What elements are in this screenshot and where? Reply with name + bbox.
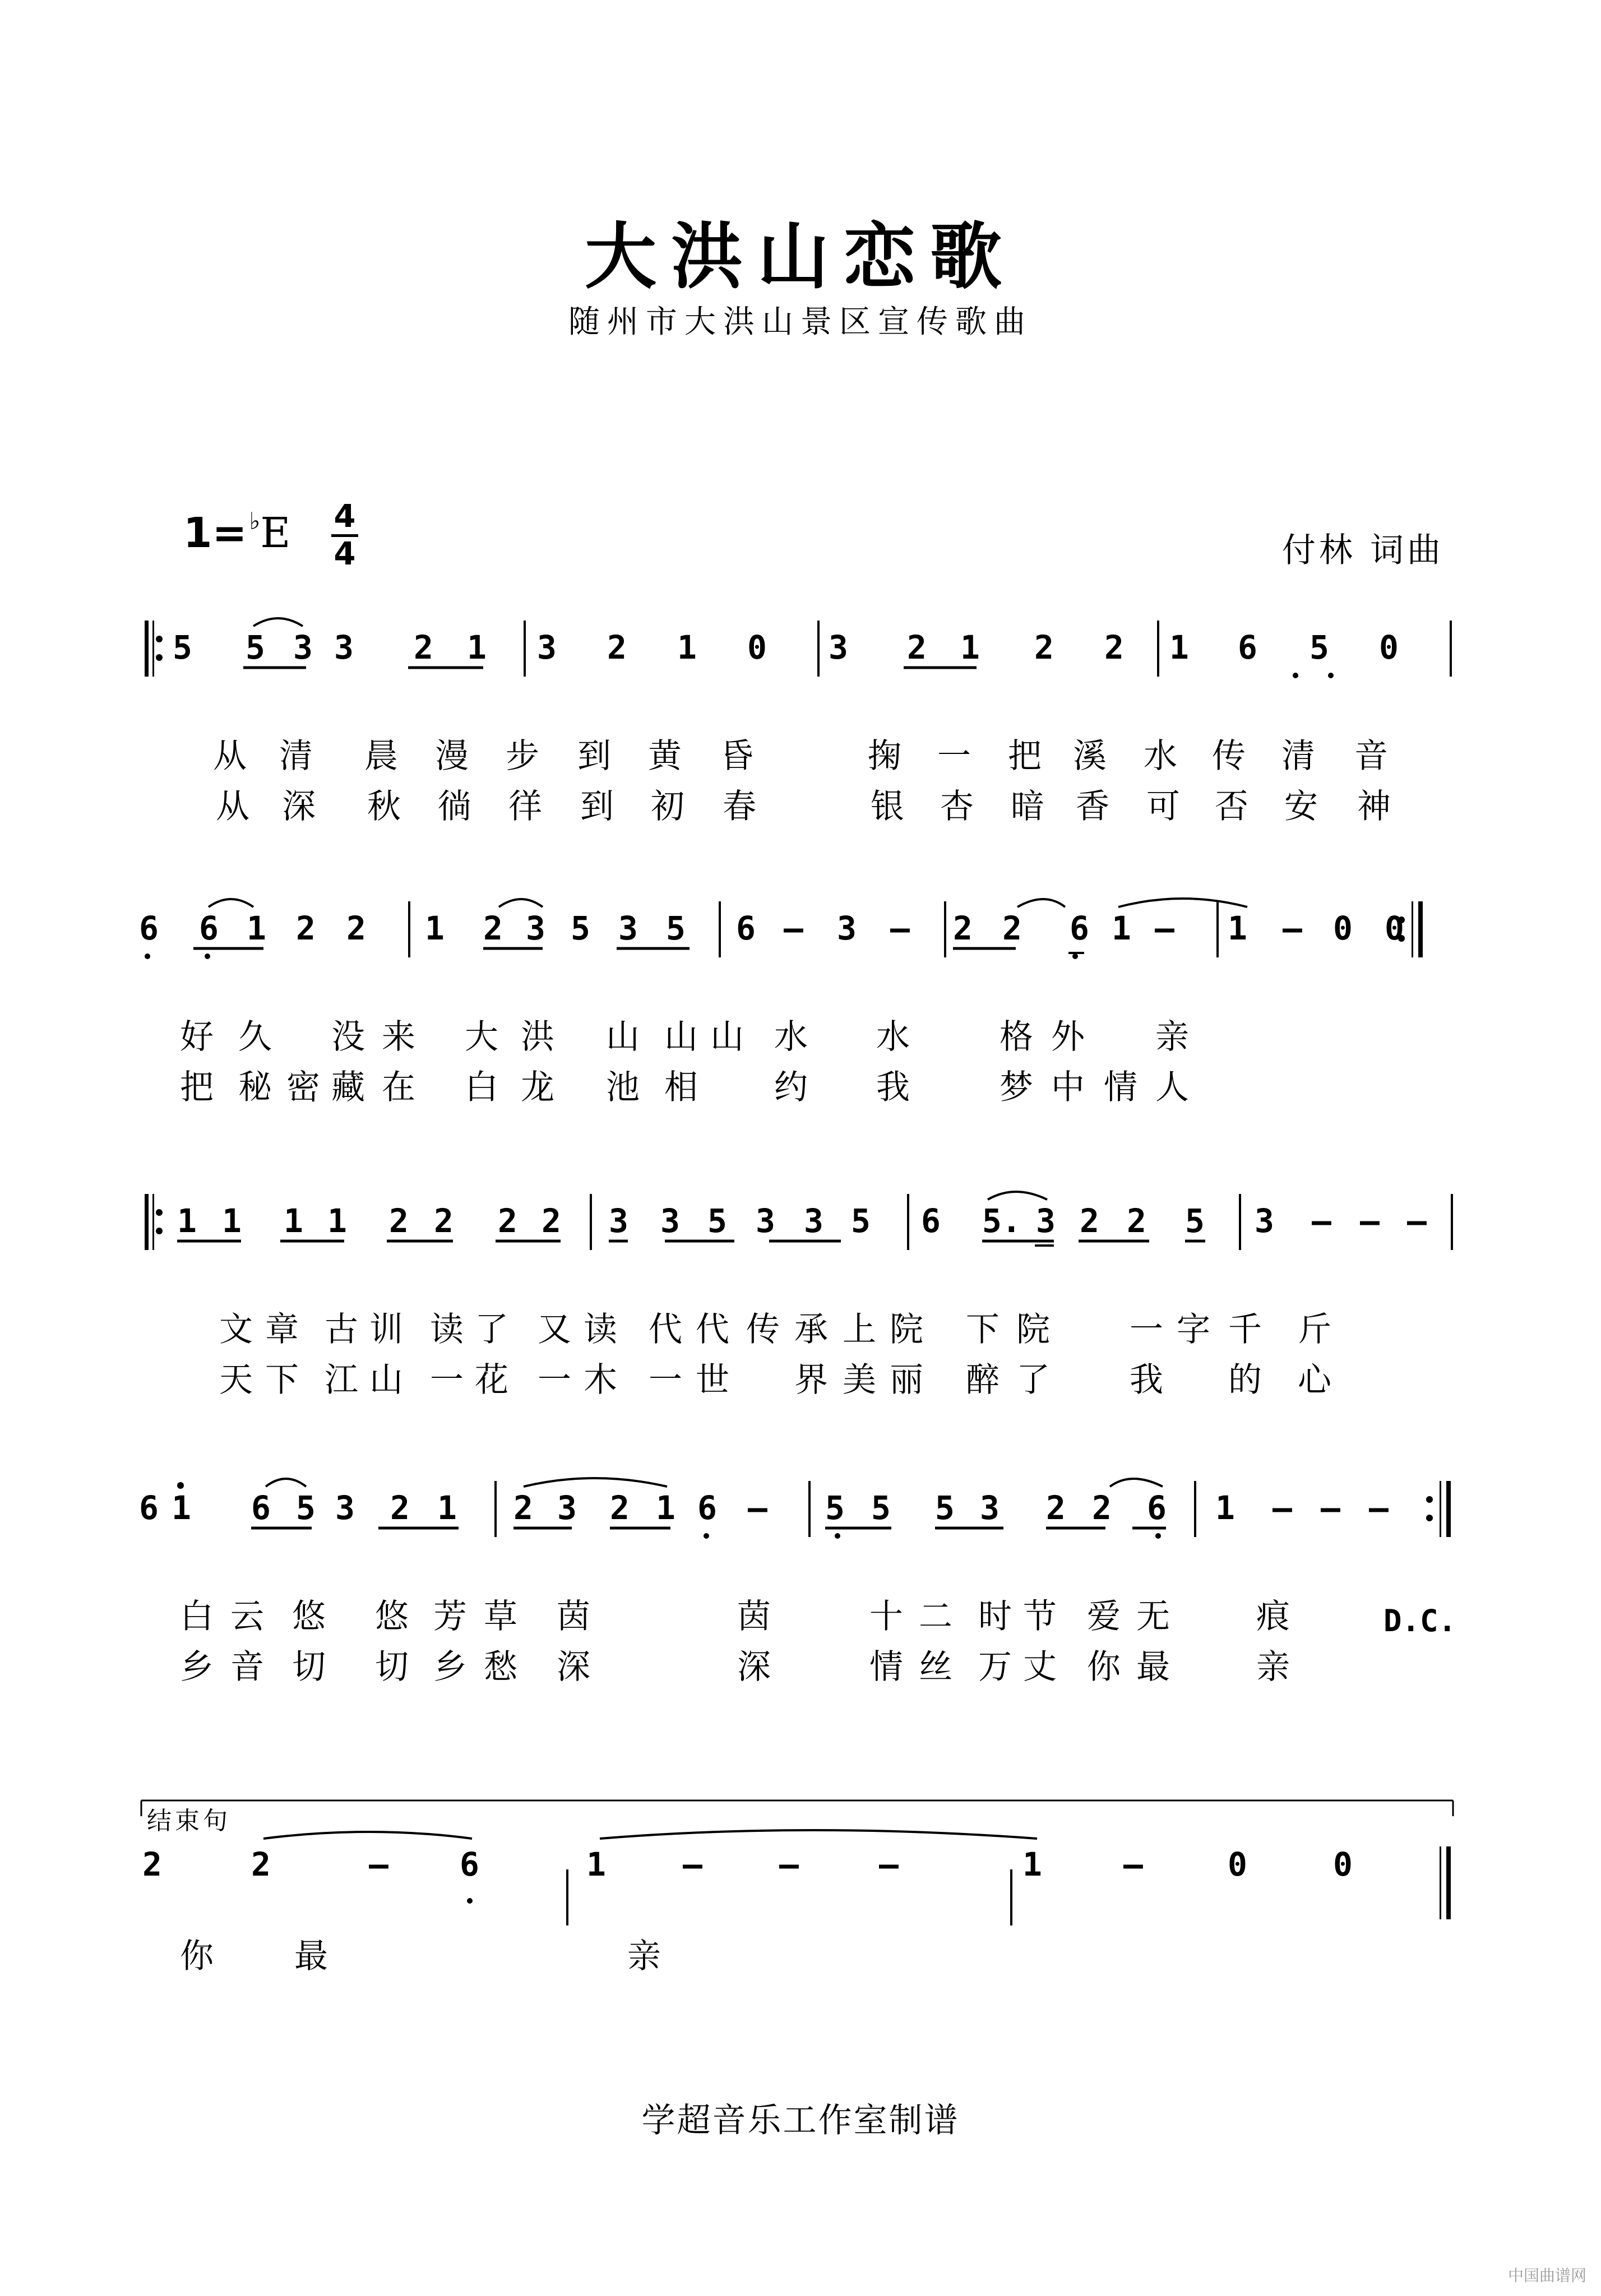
- svg-text:爱: 爱: [1087, 1597, 1121, 1636]
- svg-text:–: –: [1273, 1489, 1292, 1527]
- music-line-2: [0, 895, 1601, 1107]
- svg-text:读: 读: [584, 1310, 618, 1349]
- svg-text:无: 无: [1136, 1597, 1170, 1636]
- lyric-svg-3b: [184, 1357, 1507, 1401]
- svg-text:2: 2: [414, 628, 433, 666]
- svg-text:龙: 龙: [521, 1068, 555, 1107]
- svg-text:世: 世: [696, 1360, 730, 1400]
- svg-text:天: 天: [219, 1360, 253, 1400]
- ending-label: 结束句: [147, 1807, 231, 1835]
- svg-text:–: –: [779, 1845, 799, 1883]
- svg-text:1: 1: [284, 1202, 303, 1240]
- svg-text:2: 2: [346, 909, 366, 947]
- svg-text:否: 否: [1215, 787, 1249, 826]
- svg-text:亲: 亲: [627, 1937, 661, 1976]
- svg-text:传: 传: [1212, 737, 1246, 776]
- svg-text:1: 1: [437, 1489, 457, 1527]
- svg-text:章: 章: [265, 1310, 299, 1349]
- svg-text:我: 我: [876, 1068, 910, 1107]
- svg-text:从: 从: [216, 787, 250, 826]
- svg-text:3: 3: [980, 1489, 1000, 1527]
- svg-text:丈: 丈: [1023, 1647, 1057, 1687]
- song-title: 大洪山恋歌: [584, 215, 1016, 299]
- music-line-4: [0, 1474, 1601, 1687]
- svg-text:2: 2: [1104, 628, 1124, 666]
- svg-text:2: 2: [607, 628, 627, 666]
- svg-text:久: 久: [238, 1017, 272, 1057]
- svg-text:代: 代: [649, 1310, 683, 1349]
- svg-text:5: 5: [851, 1202, 871, 1240]
- svg-text:1: 1: [1112, 909, 1131, 947]
- svg-text:–: –: [1312, 1202, 1331, 1240]
- lyric-verse-2: [139, 1599, 1507, 1744]
- svg-text:格: 格: [1000, 1017, 1034, 1057]
- svg-text:藏: 藏: [331, 1068, 365, 1107]
- svg-text:神: 神: [1357, 787, 1391, 826]
- svg-text:2: 2: [434, 1202, 454, 1240]
- svg-text:二: 二: [919, 1597, 953, 1636]
- svg-text:春: 春: [723, 787, 757, 826]
- svg-text:白: 白: [465, 1068, 499, 1107]
- svg-text:山: 山: [664, 1017, 698, 1057]
- svg-text:下: 下: [265, 1360, 299, 1400]
- svg-text:茵: 茵: [737, 1597, 771, 1636]
- svg-text:5: 5: [935, 1489, 955, 1527]
- svg-text:5.: 5.: [982, 1202, 1021, 1240]
- svg-text:把: 把: [1008, 737, 1042, 776]
- svg-text:代: 代: [696, 1310, 730, 1349]
- svg-text:约: 约: [774, 1068, 808, 1107]
- svg-text:水: 水: [1144, 737, 1178, 776]
- svg-text:徜: 徜: [438, 787, 472, 826]
- svg-text:3: 3: [756, 1202, 775, 1240]
- svg-text:5: 5: [296, 1489, 316, 1527]
- svg-text:节: 节: [1023, 1597, 1057, 1636]
- svg-text:6: 6: [1238, 628, 1257, 666]
- svg-text:痕: 痕: [1256, 1597, 1290, 1636]
- svg-text:黄: 黄: [648, 737, 682, 776]
- svg-text:银: 银: [871, 787, 905, 826]
- svg-text:时: 时: [978, 1597, 1012, 1636]
- svg-text:–: –: [1369, 1489, 1389, 1527]
- svg-text:2: 2: [296, 909, 316, 947]
- lyric-verse-2: [139, 1312, 1507, 1457]
- svg-text:2: 2: [142, 1845, 162, 1883]
- svg-text:最: 最: [1136, 1647, 1170, 1687]
- svg-text:3: 3: [618, 909, 638, 947]
- svg-text:3: 3: [804, 1202, 823, 1240]
- svg-text:0: 0: [1228, 1845, 1247, 1883]
- svg-text:我: 我: [1130, 1360, 1164, 1400]
- svg-text:草: 草: [484, 1597, 518, 1636]
- notation-line-1: [139, 614, 1462, 681]
- svg-text:1: 1: [172, 1489, 191, 1527]
- svg-text:暗: 暗: [1011, 787, 1045, 826]
- svg-text:2: 2: [610, 1489, 630, 1527]
- svg-text:0: 0: [1333, 909, 1353, 947]
- svg-text:一: 一: [649, 1360, 683, 1400]
- svg-text:1: 1: [425, 909, 445, 947]
- svg-text:3: 3: [557, 1489, 577, 1527]
- svg-text:3: 3: [293, 628, 313, 666]
- svg-text:5: 5: [571, 909, 590, 947]
- svg-text:掬: 掬: [868, 737, 902, 776]
- svg-text:–: –: [1321, 1489, 1340, 1527]
- svg-text:人: 人: [1155, 1068, 1190, 1107]
- svg-text:一: 一: [538, 1360, 572, 1400]
- svg-text:茵: 茵: [557, 1597, 591, 1636]
- svg-text:6: 6: [1070, 909, 1089, 947]
- svg-text:字: 字: [1177, 1310, 1211, 1349]
- svg-text:1: 1: [586, 1845, 606, 1883]
- svg-text:6: 6: [1147, 1489, 1167, 1527]
- svg-text:传: 传: [746, 1310, 780, 1349]
- svg-text:木: 木: [584, 1360, 618, 1400]
- svg-text:深: 深: [282, 787, 316, 826]
- svg-text:古: 古: [325, 1310, 359, 1349]
- svg-text:3: 3: [334, 628, 354, 666]
- svg-text:你: 你: [1087, 1647, 1121, 1687]
- svg-text:2: 2: [483, 909, 503, 947]
- svg-text:秘: 秘: [238, 1068, 272, 1107]
- svg-text:5: 5: [871, 1489, 891, 1527]
- svg-text:2: 2: [389, 1202, 409, 1240]
- svg-text:5: 5: [825, 1489, 845, 1527]
- ending-lyric: [139, 1889, 1507, 2034]
- svg-text:了: 了: [475, 1310, 509, 1349]
- key-note: E: [260, 509, 291, 557]
- lyric-svg-4b: [180, 1644, 1507, 1688]
- svg-text:1: 1: [1215, 1489, 1235, 1527]
- svg-text:1: 1: [960, 628, 980, 666]
- svg-text:–: –: [1407, 1202, 1427, 1240]
- svg-text:3: 3: [526, 909, 545, 947]
- svg-text:丽: 丽: [890, 1360, 924, 1400]
- svg-text:–: –: [1360, 1202, 1380, 1240]
- svg-text:一: 一: [937, 737, 971, 776]
- svg-text:中: 中: [1051, 1068, 1085, 1107]
- svg-text:2: 2: [542, 1202, 561, 1240]
- svg-text:2: 2: [953, 909, 973, 947]
- svg-text:–: –: [369, 1845, 388, 1883]
- svg-text:6: 6: [139, 909, 159, 947]
- composer-credit: 付林 词曲: [1281, 531, 1444, 570]
- svg-text:文: 文: [219, 1310, 253, 1349]
- svg-text:万: 万: [978, 1647, 1012, 1687]
- song-subtitle: 随州市大洪山景区宣传歌曲: [568, 304, 1033, 340]
- svg-text:0: 0: [1385, 909, 1404, 947]
- svg-text:2: 2: [498, 1202, 517, 1240]
- svg-text:3: 3: [1255, 1202, 1274, 1240]
- svg-text:花: 花: [475, 1360, 509, 1400]
- svg-text:了: 了: [1016, 1360, 1051, 1400]
- svg-text:亲: 亲: [1256, 1647, 1290, 1687]
- svg-text:2: 2: [390, 1489, 410, 1527]
- svg-text:到: 到: [577, 737, 612, 776]
- svg-text:承: 承: [794, 1310, 829, 1349]
- svg-text:训: 训: [369, 1310, 404, 1349]
- svg-text:徉: 徉: [508, 787, 543, 826]
- svg-text:6: 6: [139, 1489, 159, 1527]
- svg-text:切: 切: [292, 1647, 326, 1687]
- notes-svg-4: [139, 1474, 1462, 1542]
- svg-text:1: 1: [327, 1202, 347, 1240]
- svg-text:醉: 醉: [966, 1360, 1000, 1400]
- svg-text:好: 好: [180, 1017, 214, 1057]
- music-line-1: [0, 614, 1601, 826]
- svg-text:0: 0: [747, 628, 767, 666]
- svg-text:悠: 悠: [292, 1597, 326, 1636]
- lyric-svg-5: [180, 1934, 1507, 1979]
- key-prefix: 1=: [183, 509, 247, 557]
- svg-text:5: 5: [1185, 1202, 1205, 1240]
- svg-text:1: 1: [656, 1489, 675, 1527]
- flat-symbol: ♭: [249, 507, 261, 535]
- svg-text:5: 5: [707, 1202, 727, 1240]
- svg-text:1: 1: [1228, 909, 1247, 947]
- svg-text:池: 池: [606, 1068, 640, 1107]
- svg-text:大: 大: [465, 1017, 499, 1057]
- svg-text:1: 1: [222, 1202, 242, 1240]
- svg-text:一: 一: [1130, 1310, 1164, 1349]
- svg-text:梦: 梦: [1000, 1068, 1034, 1107]
- svg-text:–: –: [748, 1489, 767, 1527]
- watermark: 中国曲谱网: [1507, 2266, 1586, 2285]
- svg-text:界: 界: [794, 1360, 829, 1400]
- svg-text:漫: 漫: [435, 737, 469, 776]
- svg-text:–: –: [890, 909, 910, 947]
- svg-text:0: 0: [1333, 1845, 1353, 1883]
- svg-text:白: 白: [180, 1597, 214, 1636]
- svg-text:5: 5: [246, 628, 265, 666]
- svg-text:2: 2: [1127, 1202, 1146, 1240]
- svg-text:香: 香: [1076, 787, 1110, 826]
- svg-text:1: 1: [1169, 628, 1189, 666]
- svg-text:1: 1: [677, 628, 697, 666]
- svg-text:最: 最: [294, 1937, 328, 1976]
- svg-text:–: –: [683, 1845, 702, 1883]
- svg-text:1: 1: [177, 1202, 197, 1240]
- svg-text:5: 5: [173, 628, 192, 666]
- time-bottom: 4: [334, 536, 356, 572]
- notes-svg-2: [139, 895, 1462, 962]
- svg-text:清: 清: [1281, 737, 1316, 776]
- svg-text:3: 3: [335, 1489, 355, 1527]
- svg-text:把: 把: [180, 1068, 214, 1107]
- svg-text:昏: 昏: [720, 737, 754, 776]
- svg-text:芳: 芳: [433, 1597, 468, 1636]
- svg-text:下: 下: [966, 1310, 1000, 1349]
- svg-text:愁: 愁: [484, 1647, 518, 1687]
- svg-text:没: 没: [331, 1017, 365, 1057]
- svg-text:3: 3: [537, 628, 557, 666]
- svg-text:2: 2: [1034, 628, 1054, 666]
- svg-text:密: 密: [286, 1068, 321, 1107]
- svg-text:在: 在: [382, 1068, 416, 1107]
- svg-text:丝: 丝: [919, 1647, 953, 1687]
- svg-text:千: 千: [1228, 1310, 1262, 1349]
- svg-text:0: 0: [1379, 628, 1399, 666]
- time-top: 4: [334, 498, 356, 535]
- svg-text:–: –: [879, 1845, 899, 1883]
- svg-text:3: 3: [609, 1202, 628, 1240]
- lyric-svg-2b: [180, 1064, 1507, 1109]
- svg-text:6: 6: [697, 1489, 717, 1527]
- ending-line: [0, 1842, 1601, 2010]
- svg-text:情: 情: [869, 1647, 904, 1687]
- svg-text:到: 到: [580, 787, 614, 826]
- key-signature: [183, 507, 290, 557]
- svg-text:6: 6: [921, 1202, 941, 1240]
- svg-text:杏: 杏: [940, 787, 974, 826]
- lyric-svg-1b: [184, 783, 1507, 828]
- svg-text:6: 6: [199, 909, 219, 947]
- svg-text:3: 3: [1036, 1202, 1056, 1240]
- svg-text:十: 十: [869, 1597, 904, 1636]
- svg-text:可: 可: [1146, 787, 1181, 826]
- svg-text:深: 深: [737, 1647, 771, 1687]
- notes-svg-3: [139, 1187, 1462, 1255]
- svg-text:上: 上: [843, 1310, 877, 1349]
- svg-text:初: 初: [651, 787, 685, 826]
- svg-text:2: 2: [907, 628, 927, 666]
- svg-text:亲: 亲: [1155, 1017, 1190, 1057]
- svg-text:江: 江: [325, 1360, 359, 1400]
- svg-text:1: 1: [247, 909, 266, 947]
- svg-text:5: 5: [666, 909, 686, 947]
- svg-text:2: 2: [1080, 1202, 1099, 1240]
- svg-text:水: 水: [876, 1017, 910, 1057]
- svg-text:美: 美: [843, 1360, 877, 1400]
- svg-text:乡: 乡: [180, 1647, 214, 1687]
- svg-text:安: 安: [1284, 787, 1318, 826]
- svg-text:–: –: [1155, 909, 1174, 947]
- svg-text:清: 清: [279, 737, 313, 776]
- svg-text:1: 1: [467, 628, 487, 666]
- svg-text:从: 从: [213, 737, 247, 776]
- svg-text:心: 心: [1298, 1360, 1332, 1400]
- svg-text:音: 音: [230, 1647, 265, 1687]
- svg-text:的: 的: [1228, 1360, 1262, 1400]
- svg-text:山: 山: [369, 1360, 404, 1400]
- svg-text:切: 切: [375, 1647, 409, 1687]
- svg-text:水: 水: [774, 1017, 808, 1057]
- svg-text:3: 3: [829, 628, 848, 666]
- time-signature: [328, 498, 362, 572]
- dc-marking: D.C.: [1383, 1603, 1456, 1638]
- notes-svg-1: [139, 614, 1462, 681]
- svg-text:2: 2: [1046, 1489, 1066, 1527]
- svg-text:山: 山: [710, 1017, 744, 1057]
- svg-text:斤: 斤: [1298, 1310, 1332, 1349]
- svg-text:步: 步: [506, 737, 540, 776]
- svg-text:6: 6: [251, 1489, 271, 1527]
- svg-text:又: 又: [538, 1310, 572, 1349]
- svg-text:音: 音: [1354, 737, 1389, 776]
- svg-text:1: 1: [1022, 1845, 1042, 1883]
- notation-line-4: [139, 1474, 1462, 1542]
- svg-text:院: 院: [890, 1310, 924, 1349]
- svg-text:6: 6: [460, 1845, 479, 1883]
- svg-text:云: 云: [230, 1597, 265, 1636]
- music-line-3: [0, 1187, 1601, 1400]
- svg-text:深: 深: [557, 1647, 591, 1687]
- svg-text:你: 你: [180, 1937, 214, 1976]
- svg-text:晨: 晨: [364, 737, 399, 776]
- svg-text:2: 2: [251, 1845, 271, 1883]
- notation-line-2: [139, 895, 1462, 962]
- lyric-verse-2: [139, 738, 1507, 883]
- svg-text:乡: 乡: [433, 1647, 468, 1687]
- svg-text:相: 相: [664, 1068, 698, 1107]
- svg-text:来: 来: [382, 1017, 416, 1057]
- svg-text:院: 院: [1016, 1310, 1051, 1349]
- svg-text:洪: 洪: [521, 1017, 555, 1057]
- svg-text:–: –: [1123, 1845, 1143, 1883]
- svg-text:溪: 溪: [1073, 737, 1107, 776]
- svg-text:3: 3: [660, 1202, 680, 1240]
- svg-text:秋: 秋: [367, 787, 401, 826]
- notation-line-3: [139, 1187, 1462, 1255]
- svg-text:3: 3: [837, 909, 857, 947]
- footer-credit: 学超音乐工作室制谱: [641, 2101, 960, 2140]
- svg-text:一: 一: [430, 1360, 464, 1400]
- svg-text:山: 山: [606, 1017, 640, 1057]
- svg-text:情: 情: [1104, 1068, 1138, 1107]
- svg-text:2: 2: [1002, 909, 1022, 947]
- svg-text:外: 外: [1051, 1017, 1085, 1057]
- svg-text:悠: 悠: [375, 1597, 409, 1636]
- svg-text:2: 2: [513, 1489, 533, 1527]
- svg-text:5: 5: [1310, 628, 1329, 666]
- svg-text:读: 读: [430, 1310, 464, 1349]
- lyric-verse-2: [139, 1019, 1507, 1164]
- svg-text:6: 6: [736, 909, 756, 947]
- svg-text:–: –: [784, 909, 803, 947]
- svg-text:–: –: [1283, 909, 1302, 947]
- svg-text:2: 2: [1092, 1489, 1112, 1527]
